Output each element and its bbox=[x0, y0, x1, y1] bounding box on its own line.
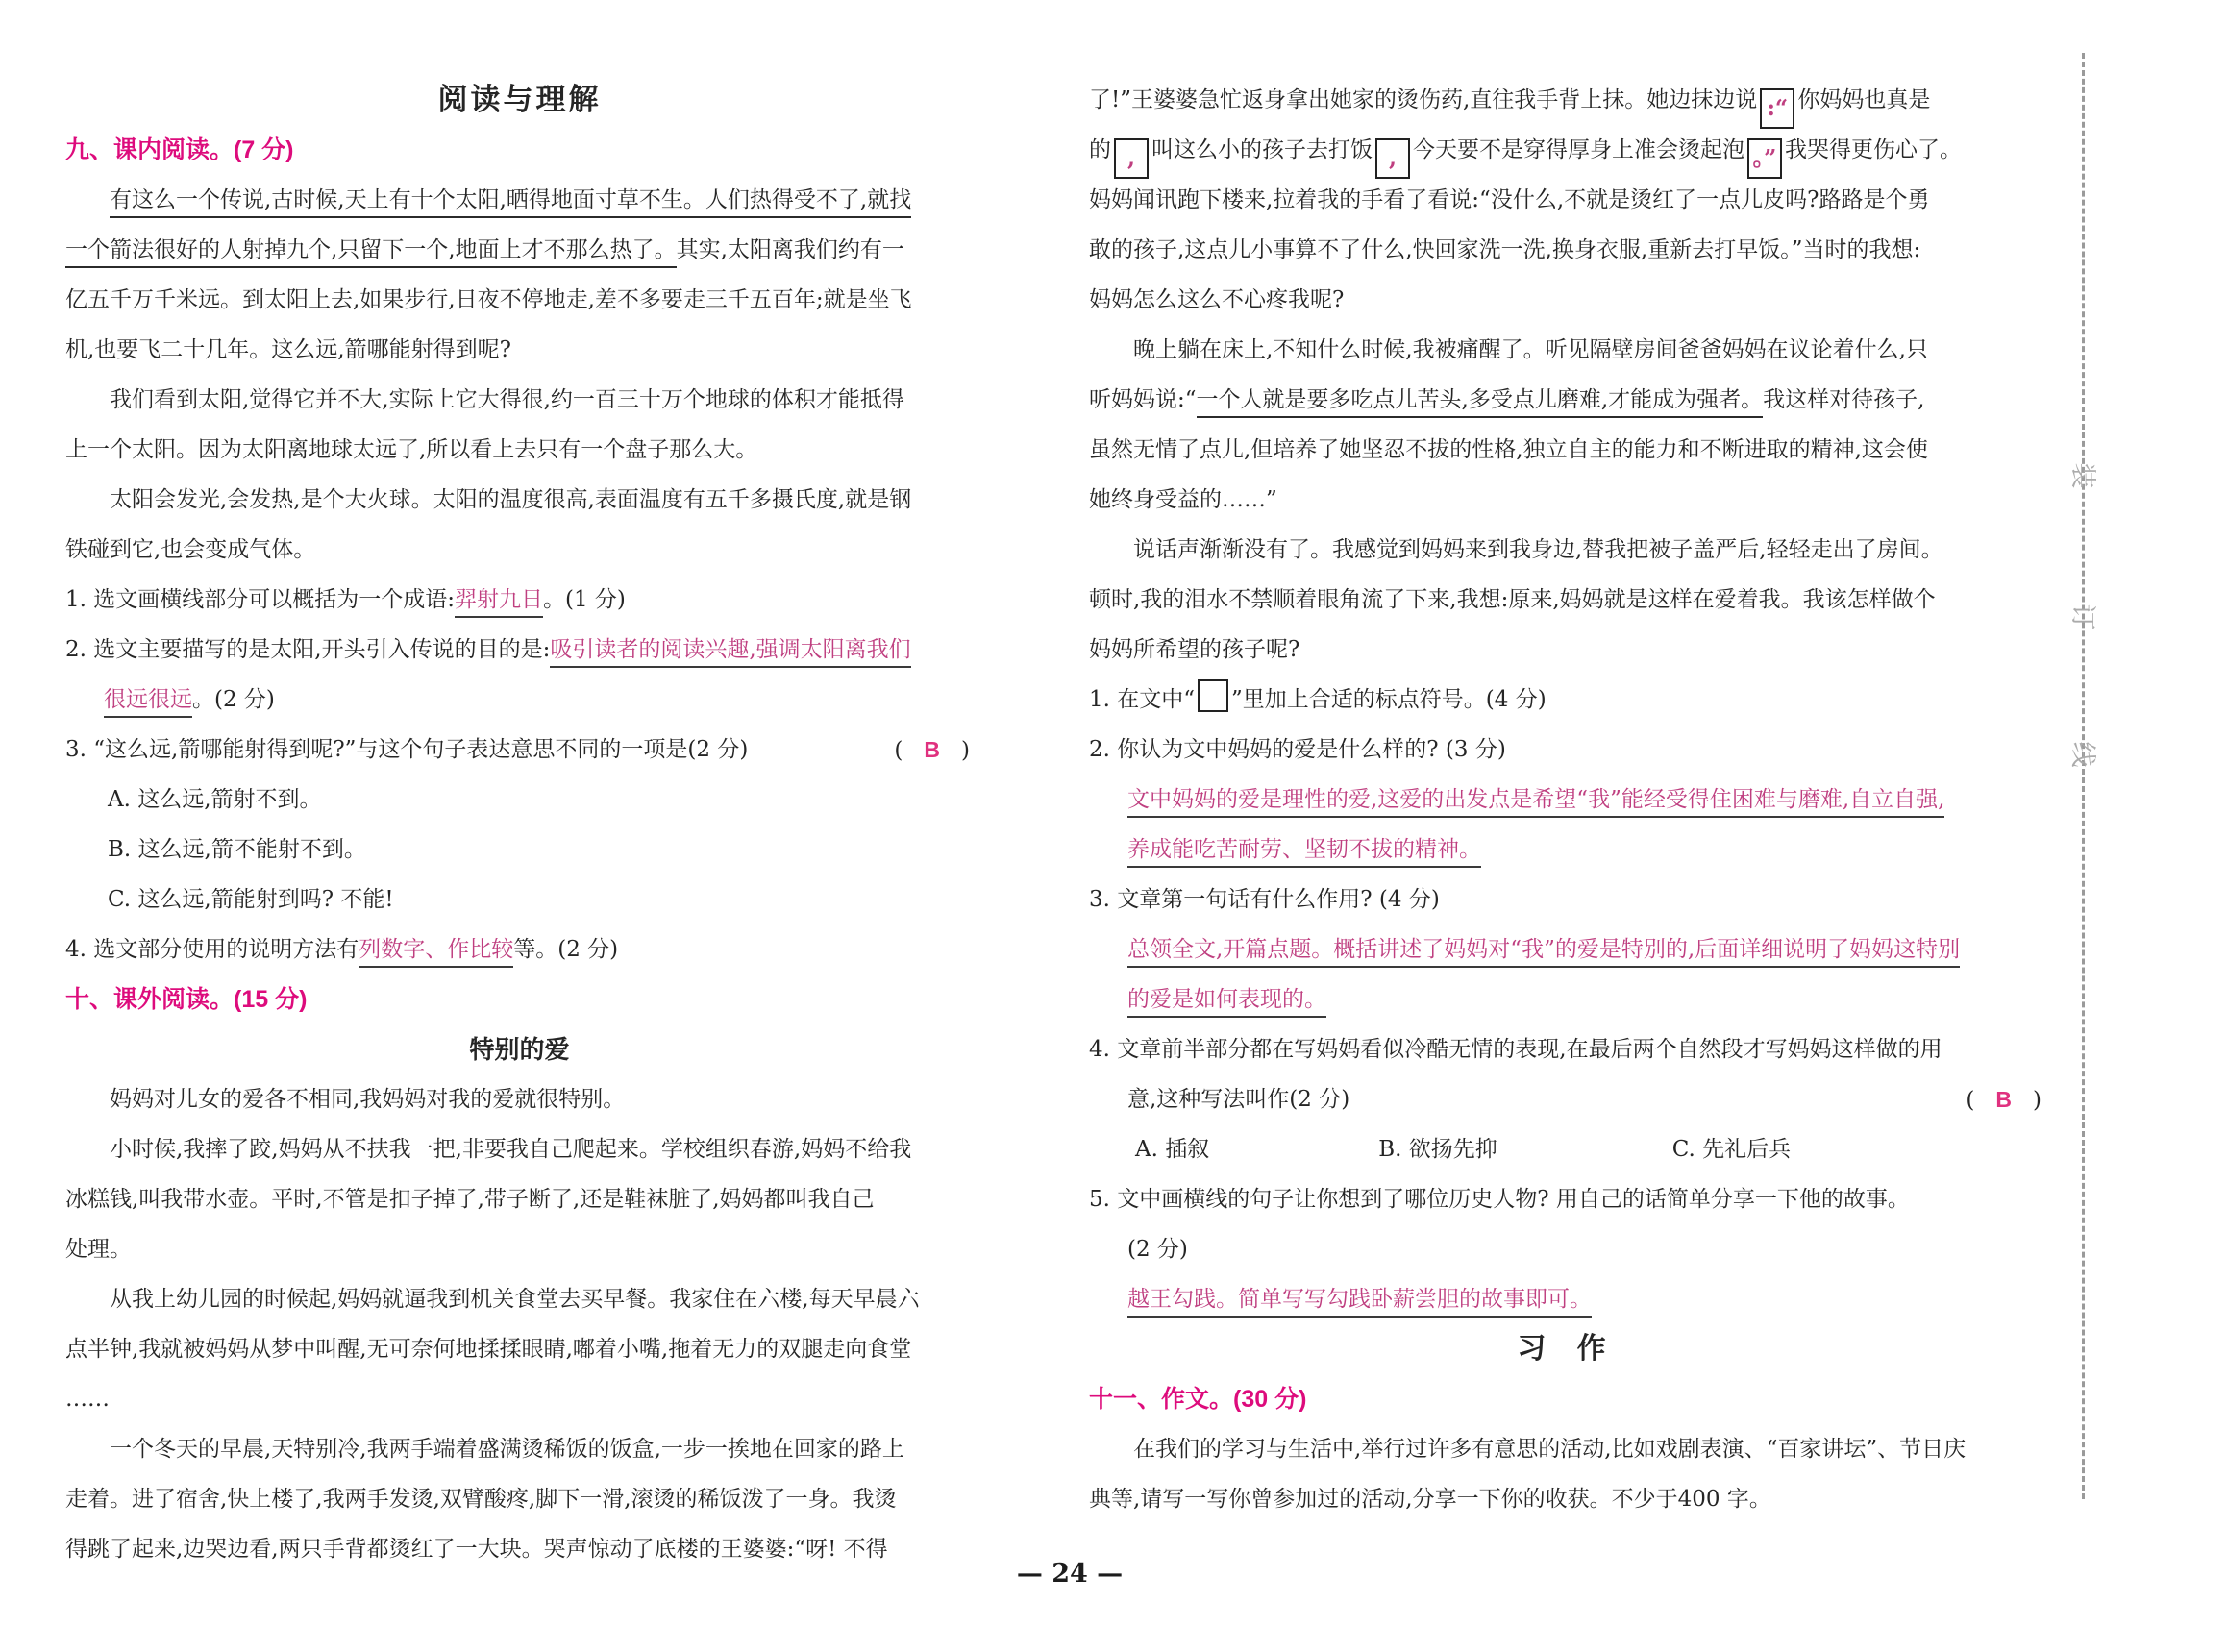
text-segment: 在我们的学习与生活中,举行过许多有意思的活动,比如戏剧表演、“百家讲坛”、节日庆 bbox=[1133, 1437, 1967, 1462]
text-segment: ( bbox=[1966, 1088, 1975, 1113]
page-title bbox=[65, 75, 974, 125]
text-segment: B. 欲扬先抑 bbox=[1378, 1137, 1497, 1162]
text-segment: 你妈妈也真是 bbox=[1797, 87, 1931, 112]
handwritten-answer: 总领全文,开篇点题。概括讲述了妈妈对“我”的爱是特别的,后面详细说明了妈妈这特别 bbox=[1127, 937, 1960, 968]
text-segment: 小时候,我摔了跤,妈妈从不扶我一把,非要我自己爬起来。学校组织春游,妈妈不给我 bbox=[110, 1137, 912, 1162]
passage-line bbox=[65, 1224, 974, 1274]
question-2-answer bbox=[65, 675, 974, 725]
passage-line bbox=[65, 1324, 974, 1374]
handwritten-answer: 很远很远 bbox=[104, 687, 192, 718]
question-5 bbox=[1089, 1174, 2045, 1224]
text-segment: 习 作 bbox=[1517, 1333, 1618, 1365]
passage-line bbox=[65, 175, 974, 225]
text-segment: 妈妈闻讯跑下楼来,拉着我的手看了看说:“没什么,不就是烫红了一点儿皮吗?路路是个勇 bbox=[1089, 187, 1930, 212]
question-3 bbox=[65, 725, 974, 775]
handwritten-answer: 养成能吃苦耐劳、坚韧不拔的精神。 bbox=[1127, 837, 1481, 868]
passage-line bbox=[1089, 375, 2045, 425]
option-b bbox=[65, 825, 974, 875]
passage-line bbox=[65, 225, 974, 275]
text-segment: 3. “这么远,箭哪能射得到呢?”与这个句子表达意思不同的一项是(2 分) bbox=[65, 737, 749, 762]
text-segment: A. 这么远,箭射不到。 bbox=[108, 787, 322, 812]
text-segment: 2. 你认为文中妈妈的爱是什么样的? (3 分) bbox=[1089, 737, 1506, 762]
text-segment: 说话声渐渐没有了。我感觉到妈妈来到我身边,替我把被子盖严后,轻轻走出了房间。 bbox=[1133, 537, 1943, 562]
passage-line bbox=[65, 325, 974, 375]
text-segment: ) bbox=[961, 738, 970, 763]
handwritten-answer: 列数字、作比较 bbox=[359, 937, 513, 968]
right-column bbox=[1089, 75, 2045, 1524]
passage-line bbox=[65, 1374, 974, 1424]
passage-line bbox=[65, 375, 974, 425]
passage-line bbox=[65, 1124, 974, 1174]
text-segment: B. 这么远,箭不能射不到。 bbox=[108, 837, 366, 862]
text-segment: 妈妈所希望的孩子呢? bbox=[1089, 637, 1300, 662]
text-segment: 阅读与理解 bbox=[437, 83, 602, 116]
text-segment: 得跳了起来,边哭边看,两只手背都烫红了一大块。哭声惊动了底楼的王婆婆:“呀! 不得 bbox=[65, 1537, 888, 1562]
text-segment: 太阳会发光,会发热,是个大火球。太阳的温度很高,表面温度有五千多摄氏度,就是钢 bbox=[110, 487, 912, 512]
binding-line bbox=[2082, 53, 2085, 1499]
prompt-line bbox=[1089, 1474, 2045, 1524]
handwritten-answer: 越王勾践。简单写写勾践卧薪尝胆的故事即可。 bbox=[1127, 1287, 1592, 1318]
text-segment: 等。(2 分) bbox=[513, 937, 619, 962]
question-4 bbox=[65, 925, 974, 974]
text-segment: 听妈妈说:“ bbox=[1089, 387, 1197, 412]
text-segment: 走着。进了宿舍,快上楼了,我两手发烫,双臂酸疼,脚下一滑,滚烫的稀饭泼了一身。我烫 bbox=[65, 1487, 897, 1512]
text-segment: 妈妈对儿女的爱各不相同,我妈妈对我的爱就很特别。 bbox=[110, 1087, 626, 1112]
punctuation-answer-box: , bbox=[1114, 138, 1149, 179]
text-segment: 处理。 bbox=[65, 1237, 132, 1262]
text-segment: 特别的爱 bbox=[469, 1035, 570, 1064]
text-segment: 。(1 分) bbox=[543, 587, 626, 612]
question-1 bbox=[65, 575, 974, 625]
passage-line bbox=[1089, 575, 2045, 625]
passage-line bbox=[1089, 225, 2045, 275]
text-segment: 虽然无情了点儿,但培养了她坚忍不拔的性格,独立自主的能力和不断进取的精神,这会使 bbox=[1089, 437, 1928, 462]
prompt-line bbox=[1089, 1424, 2045, 1474]
text-segment: 顿时,我的泪水不禁顺着眼角流了下来,我想:原来,妈妈就是这样在爱着我。我该怎样做个 bbox=[1089, 587, 1936, 612]
text-segment: 晚上躺在床上,不知什么时候,我被痛醒了。听见隔壁房间爸爸妈妈在议论着什么,只 bbox=[1133, 337, 1928, 362]
options-row bbox=[1089, 1124, 2045, 1174]
text-segment: C. 先礼后兵 bbox=[1671, 1137, 1792, 1162]
text-segment: 冰糕钱,叫我带水壶。平时,不管是扣子掉了,带子断了,还是鞋袜脏了,妈妈都叫我自己 bbox=[65, 1187, 875, 1212]
passage-line bbox=[65, 1074, 974, 1124]
text-segment: 亿五千万千米远。到太阳上去,如果步行,日夜不停地走,差不多要走三千五百年;就是坐飞 bbox=[65, 287, 912, 312]
passage-line bbox=[65, 425, 974, 475]
text-segment: 典等,请写一写你曾参加过的活动,分享一下你的收获。不少于400 字。 bbox=[1089, 1487, 1771, 1512]
text-segment: 从我上幼儿园的时候起,妈妈就逼我到机关食堂去买早餐。我家住在六楼,每天早晨六 bbox=[110, 1287, 920, 1312]
passage-line bbox=[1089, 425, 2045, 475]
text-segment: (2 分) bbox=[1127, 1237, 1188, 1262]
question-3-answer bbox=[1089, 925, 2045, 974]
question-3-answer bbox=[1089, 974, 2045, 1024]
question-2-answer bbox=[1089, 825, 2045, 875]
text-segment: 1. 选文画横线部分可以概括为一个成语: bbox=[65, 587, 456, 612]
question-5-answer bbox=[1089, 1274, 2045, 1324]
passage-line bbox=[1089, 275, 2045, 325]
passage-title bbox=[65, 1024, 974, 1074]
question-1 bbox=[1089, 675, 2045, 725]
question-2 bbox=[1089, 725, 2045, 775]
page-number: — 24 — bbox=[1016, 1559, 1124, 1589]
punctuation-answer-box: , bbox=[1375, 138, 1410, 179]
text-segment: 4. 文章前半部分都在写妈妈看似冷酷无情的表现,在最后两个自然段才写妈妈这样做的用 bbox=[1089, 1037, 1942, 1062]
underlined-text: 一个箭法很好的人射掉九个,只留下一个,地面上才不那么热了。 bbox=[65, 237, 677, 268]
choice-answer: B bbox=[924, 737, 941, 762]
text-segment: 点半钟,我就被妈妈从梦中叫醒,无可奈何地揉揉眼睛,嘟着小嘴,拖着无力的双腿走向食堂 bbox=[65, 1337, 912, 1362]
text-segment: 3. 文章第一句话有什么作用? (4 分) bbox=[1089, 887, 1440, 912]
question-4-continued bbox=[1089, 1074, 2045, 1124]
passage-line bbox=[1089, 475, 2045, 525]
text-segment: 她终身受益的……” bbox=[1089, 487, 1277, 512]
text-segment: 机,也要飞二十几年。这么远,箭哪能射得到呢? bbox=[65, 337, 511, 362]
text-segment: 1. 在文中“ bbox=[1089, 687, 1196, 712]
punctuation-answer-box: :“ bbox=[1760, 88, 1794, 129]
handwritten-answer: 文中妈妈的爱是理性的爱,这爱的出发点是希望“我”能经受得住困难与磨难,自立自强, bbox=[1127, 787, 1944, 818]
text-segment: 的 bbox=[1089, 137, 1111, 162]
text-segment: 4. 选文部分使用的说明方法有 bbox=[65, 937, 359, 962]
question-4 bbox=[1089, 1024, 2045, 1074]
punctuation-answer-box: 。” bbox=[1747, 138, 1782, 179]
left-column bbox=[65, 75, 974, 1574]
passage-line bbox=[65, 1174, 974, 1224]
question-2-answer bbox=[1089, 775, 2045, 825]
passage-line bbox=[1089, 625, 2045, 675]
text-segment: 了!”王婆婆急忙返身拿出她家的烫伤药,直往我手背上抹。她边抹边说 bbox=[1089, 87, 1758, 112]
binding-text-zhuang: 装 bbox=[2067, 462, 2097, 489]
text-segment: ) bbox=[2033, 1088, 2041, 1113]
text-segment: 一个冬天的早晨,天特别冷,我两手端着盛满烫稀饭的饭盒,一步一挨地在回家的路上 bbox=[110, 1437, 904, 1462]
text-segment: 叫这么小的孩子去打饭 bbox=[1151, 137, 1373, 162]
underlined-text: 一个人就是要多吃点儿苦头,多受点儿磨难,才能成为强者。 bbox=[1197, 387, 1764, 418]
question-5-continued bbox=[1089, 1224, 2045, 1274]
text-segment: 。(2 分) bbox=[192, 687, 275, 712]
text-segment: 妈妈怎么这么不心疼我呢? bbox=[1089, 287, 1345, 312]
text-segment: 其实,太阳离我们约有一 bbox=[676, 237, 904, 262]
text-segment: 今天要不是穿得厚身上准会烫起泡 bbox=[1413, 137, 1744, 162]
option-a bbox=[65, 775, 974, 825]
text-segment: 十、课外阅读。(15 分) bbox=[65, 986, 308, 1013]
text-segment: ( bbox=[894, 738, 903, 763]
question-3 bbox=[1089, 875, 2045, 925]
composition-title bbox=[1089, 1324, 2045, 1374]
choice-answer: B bbox=[1995, 1087, 2013, 1112]
option-c bbox=[65, 875, 974, 925]
underlined-text: 有这么一个传说,古时候,天上有十个太阳,晒得地面寸草不生。人们热得受不了,就找 bbox=[110, 187, 911, 218]
text-segment: 我们看到太阳,觉得它并不大,实际上它大得很,约一百三十万个地球的体积才能抵得 bbox=[110, 387, 904, 412]
passage-line bbox=[65, 525, 974, 575]
text-segment: 2. 选文主要描写的是太阳,开头引入传说的目的是: bbox=[65, 637, 551, 662]
passage-line bbox=[65, 1274, 974, 1324]
answer-parentheses bbox=[1966, 1074, 2045, 1125]
punctuation-empty-box bbox=[1198, 679, 1228, 712]
text-segment: A. 插叙 bbox=[1135, 1137, 1210, 1162]
text-segment: 上一个太阳。因为太阳离地球太远了,所以看上去只有一个盘子那么大。 bbox=[65, 437, 758, 462]
passage-line bbox=[1089, 325, 2045, 375]
text-segment: 十一、作文。(30 分) bbox=[1089, 1386, 1307, 1413]
section-11-header bbox=[1089, 1374, 2045, 1424]
question-2 bbox=[65, 625, 974, 675]
text-segment: ”里加上合适的标点符号。(4 分) bbox=[1231, 687, 1547, 712]
section-9-header bbox=[65, 125, 974, 175]
text-segment: 意,这种写法叫作(2 分) bbox=[1127, 1087, 1350, 1112]
section-10-header bbox=[65, 974, 974, 1024]
passage-line bbox=[65, 1524, 974, 1574]
text-segment: …… bbox=[65, 1387, 110, 1412]
text-segment: 5. 文中画横线的句子让你想到了哪位历史人物? 用自己的话简单分享一下他的故事。 bbox=[1089, 1187, 1910, 1212]
passage-line bbox=[65, 1424, 974, 1474]
passage-line bbox=[1089, 125, 2045, 175]
text-segment: 敢的孩子,这点儿小事算不了什么,快回家洗一洗,换身衣服,重新去打早饭。”当时的我想: bbox=[1089, 237, 1921, 262]
passage-line bbox=[65, 275, 974, 325]
handwritten-answer: 的爱是如何表现的。 bbox=[1127, 987, 1326, 1018]
handwritten-answer: 吸引读者的阅读兴趣,强调太阳离我们 bbox=[550, 637, 910, 668]
passage-line bbox=[65, 475, 974, 525]
text-segment: 九、课内阅读。(7 分) bbox=[65, 136, 294, 163]
text-segment: 我哭得更伤心了。 bbox=[1785, 137, 1962, 162]
answer-parentheses bbox=[894, 725, 974, 776]
passage-line bbox=[1089, 75, 2045, 125]
passage-line bbox=[1089, 525, 2045, 575]
text-segment: 铁碰到它,也会变成气体。 bbox=[65, 537, 316, 562]
handwritten-answer: 羿射九日 bbox=[455, 587, 543, 618]
text-segment: C. 这么远,箭能射到吗? 不能! bbox=[108, 887, 394, 912]
passage-line bbox=[1089, 175, 2045, 225]
text-segment: 我这样对待孩子, bbox=[1763, 387, 1925, 412]
passage-line bbox=[65, 1474, 974, 1524]
binding-text-ding: 订 bbox=[2067, 604, 2097, 630]
binding-text-xian: 线 bbox=[2067, 741, 2097, 768]
